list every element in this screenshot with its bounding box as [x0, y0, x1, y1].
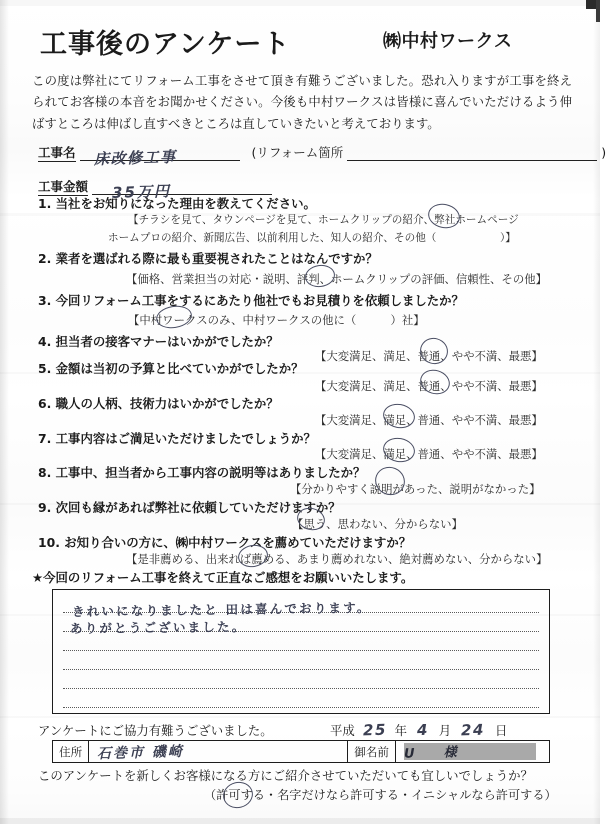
address-value: 石巻市 磯崎 — [97, 743, 185, 762]
customer-name-field[interactable] — [396, 741, 549, 762]
customer-name-value: U 様 — [403, 745, 458, 762]
question-4-number: 4. — [38, 334, 52, 349]
comment-guideline — [63, 669, 539, 670]
thanks-message: アンケートにご協力有難うございました。 — [38, 723, 273, 738]
question-5-options[interactable]: 【大変満足、満足、普通、やや不満、最悪】 — [315, 379, 543, 393]
project-amount-value: 35万円 — [111, 182, 172, 202]
question-3-number: 3. — [38, 293, 52, 308]
question-10 — [38, 533, 411, 551]
free-comment-handwriting-line-1: きれいになりましたと 田は喜んでおります。 — [71, 599, 372, 620]
scan-band — [0, 716, 600, 718]
question-5 — [38, 359, 303, 377]
project-name-value: 床改修工事 — [93, 147, 177, 169]
address-field[interactable] — [89, 741, 348, 762]
date-line — [330, 721, 507, 739]
question-7-options[interactable]: 【大変満足、満足、普通、やや不満、最悪】 — [315, 447, 543, 461]
question-6 — [38, 394, 279, 412]
question-4-options[interactable]: 【大変満足、満足、普通、やや不満、最悪】 — [315, 349, 543, 363]
question-1-text: 当社をお知りになった理由を教えてください。 — [55, 196, 316, 211]
reform-location-label: (リフォーム箇所 — [251, 145, 344, 160]
question-9-text: 次回も縁があれば弊社に依頼していただけますか？ — [55, 500, 341, 515]
question-10-text: お知り合いの方に、㈱中村ワークスを薦めていただけますか？ — [64, 535, 412, 550]
question-4-text: 担当者の接客マナーはいかがでしたか？ — [55, 334, 279, 349]
share-permission-options[interactable]: （許可する・名字だけなら許可する・イニシャルなら許可する） — [204, 788, 557, 802]
date-year-value: 25 — [362, 720, 387, 740]
question-6-options[interactable]: 【大変満足、満足、普通、やや不満、最悪】 — [315, 413, 543, 427]
question-3-text: 今回リフォーム工事をするにあたり他社でもお見積りを依頼しましたか？ — [55, 293, 464, 308]
share-permission-question: このアンケートを新しくお客様になる方にご紹介させていただいても宜しいでしょうか？ — [38, 768, 533, 783]
year-unit: 年 — [394, 723, 407, 738]
question-1-options-line2[interactable]: ホームプロの紹介、新聞広告、以前利用した、知人の紹介、その他（ ）】 — [108, 232, 516, 244]
question-1-number: 1. — [38, 196, 52, 211]
question-7-text: 工事内容はご満足いただけましたでしょうか？ — [55, 431, 316, 446]
date-month-value: 4 — [416, 720, 430, 740]
scan-corner-artifact — [596, 0, 600, 22]
scan-band — [0, 818, 600, 824]
scan-corner-artifact — [586, 0, 600, 9]
question-2-number: 2. — [38, 251, 52, 266]
customer-name-label: 御名前 — [348, 741, 396, 762]
question-2-options[interactable]: 【価格、営業担当の対応・説明、評判、ホームクリップの評価、信頼性、その他】 — [126, 272, 547, 286]
address-label: 住所 — [53, 741, 89, 762]
question-6-number: 6. — [38, 396, 52, 411]
question-7 — [38, 429, 316, 447]
question-9-options[interactable]: 【思う、思わない、分からない】 — [292, 517, 463, 531]
company-name: ㈱中村ワークス — [383, 31, 513, 52]
question-10-options[interactable]: 【是非薦める、出来れば薦める、あまり薦めれない、絶対薦めない、分からない】 — [126, 552, 548, 566]
question-8-text: 工事中、担当者から工事内容の説明等はありましたか？ — [55, 465, 366, 480]
question-2-text: 業者を選ばれる際に最も重要視されたことはなんですか？ — [55, 251, 378, 266]
question-5-text: 金額は当初の予算と比べていかがでしたか？ — [55, 361, 304, 376]
question-1 — [38, 194, 316, 212]
question-6-text: 職人の人柄、技術力はいかがでしたか？ — [55, 396, 279, 411]
reform-location-field[interactable] — [347, 160, 597, 161]
scan-band — [0, 0, 600, 6]
question-4 — [38, 332, 279, 350]
free-comment-handwriting-line-2: ありがとうございました。 — [69, 619, 247, 636]
question-7-number: 7. — [38, 431, 52, 446]
question-8-number: 8. — [38, 465, 52, 480]
page-title: 工事後のアンケート — [40, 29, 291, 60]
question-5-number: 5. — [38, 361, 52, 376]
comment-guideline — [63, 650, 539, 651]
question-3-options[interactable]: 【中村ワークスのみ、中村ワークスの他に（ ）社】 — [128, 313, 425, 327]
customer-info-table — [52, 740, 550, 763]
month-unit: 月 — [438, 723, 452, 738]
project-name-label: 工事名 — [38, 145, 76, 160]
question-8 — [38, 463, 365, 481]
day-unit: 日 — [494, 723, 508, 738]
scan-edge-shadow-left — [0, 0, 9, 824]
question-3 — [38, 291, 464, 309]
scan-edge-shadow-right — [593, 0, 600, 824]
reform-location-close: ) — [601, 145, 606, 160]
comment-guideline — [63, 688, 539, 689]
question-8-options[interactable]: 【分かりやすく説明があった、説明がなかった】 — [290, 482, 541, 496]
question-10-number: 10. — [38, 535, 60, 550]
project-name-row — [38, 143, 606, 169]
comment-guideline — [63, 707, 539, 708]
era-label: 平成 — [330, 723, 355, 738]
project-amount-label: 工事金額 — [38, 179, 89, 194]
question-1-options-line1[interactable]: 【チラシを見て、タウンページを見て、ホームクリップの紹介、弊社ホームページ — [128, 214, 519, 226]
intro-paragraph: この度は弊社にてリフォーム工事をさせて頂き有難うございました。恐れ入りますが工事を終えられてお客様の本音をお聞かせください。今後も中村ワークスは皆様に喜んでいただけるよう伸ばすところは伸ばし直すべきところは直していきたいと考えております。 — [32, 73, 572, 131]
question-2 — [38, 249, 378, 267]
question-9 — [38, 498, 341, 516]
free-comment-prompt: ★今回のリフォーム工事を終えて正直なご感想をお願いいたします。 — [32, 570, 414, 585]
date-day-value: 24 — [460, 720, 486, 740]
question-9-number: 9. — [38, 500, 52, 515]
project-amount-row — [38, 177, 272, 202]
project-name-field[interactable] — [80, 147, 240, 169]
